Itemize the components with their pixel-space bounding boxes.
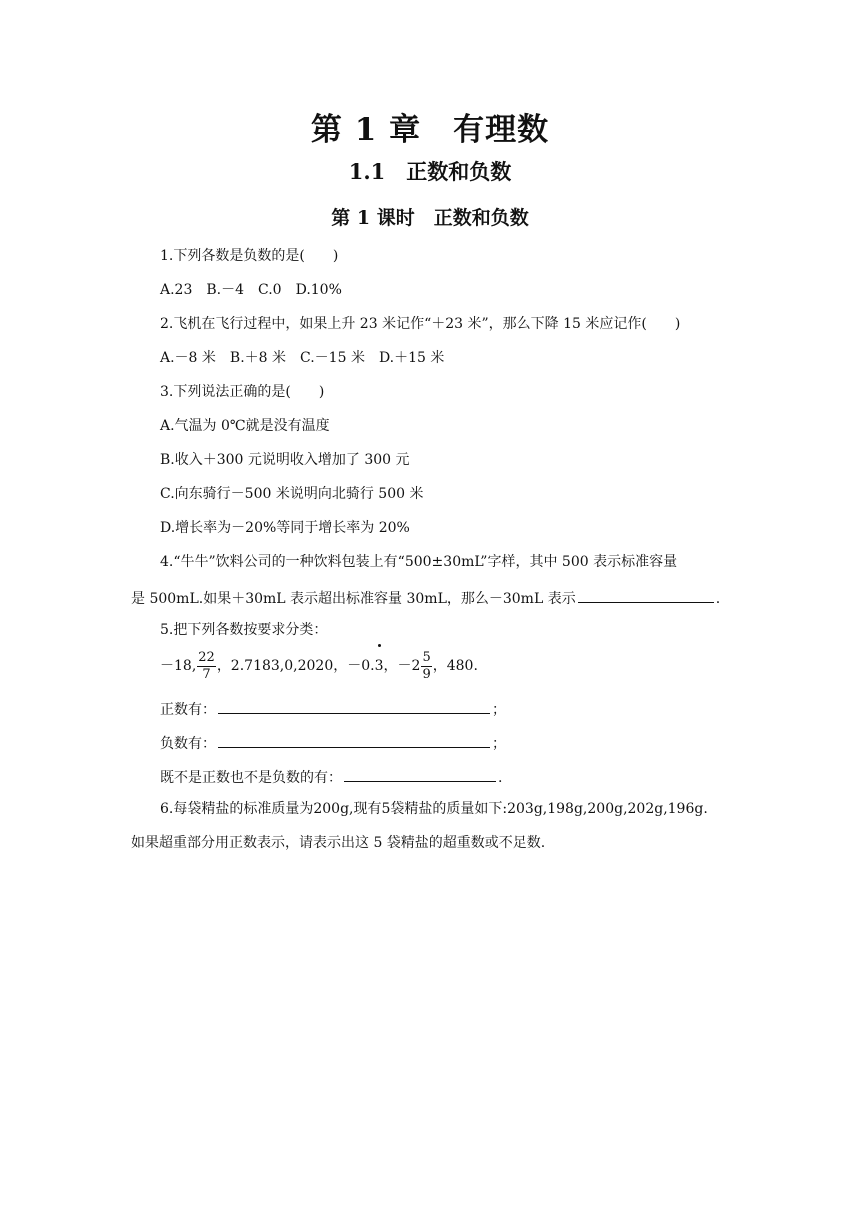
negative-numbers-label: 负数有： <box>160 736 216 752</box>
lesson-title: 第 1 课时 正数和负数 <box>331 207 529 229</box>
negative-numbers-row <box>160 731 506 754</box>
neither-period: . <box>498 770 503 786</box>
question-1-options: A.23 B.－4 C.0 D.10% <box>160 282 342 298</box>
number-neg-18: －18, <box>160 658 197 674</box>
question-5-number-list <box>160 649 478 683</box>
fraction-22-7 <box>197 650 216 683</box>
question-4-line-2-text: 是 500mL.如果＋30mL 表示超出标准容量 30mL，那么－30mL 表示 <box>131 591 576 607</box>
question-3-option-a: A.气温为 0℃就是没有温度 <box>160 418 330 434</box>
fraction-5-9 <box>421 650 431 683</box>
positive-numbers-row <box>160 697 506 720</box>
question-4-line-1: 4.“牛牛”饮料公司的一种饮料包装上有“500±30mL”字样，其中 500 表示标准容量 <box>160 554 678 570</box>
question-6-line-1: 6.每袋精盐的标准质量为200g,现有5袋精盐的质量如下:203g,198g,200g,202g,196g. <box>160 801 708 817</box>
answer-blank-positive[interactable] <box>218 697 490 714</box>
question-3-option-b: B.收入＋300 元说明收入增加了 300 元 <box>160 452 410 468</box>
question-3-stem: 3.下列说法正确的是( ) <box>160 384 325 400</box>
question-3-option-d: D.增长率为－20%等同于增长率为 20% <box>160 520 410 536</box>
question-2-stem: 2.飞机在飞行过程中，如果上升 23 米记作“＋23 米”，那么下降 15 米应记作( ) <box>160 316 681 332</box>
neither-row <box>160 765 502 788</box>
question-1-stem: 1.下列各数是负数的是( ) <box>160 248 339 264</box>
positive-numbers-semicolon: ； <box>492 702 506 718</box>
question-4-line-2 <box>131 586 720 609</box>
question-6-line-2: 如果超重部分用正数表示，请表示出这 5 袋精盐的超重数或不足数. <box>131 835 546 851</box>
fraction-numerator: 5 <box>422 649 431 665</box>
answer-blank-q4[interactable] <box>578 586 714 603</box>
fraction-denominator: 9 <box>422 666 431 682</box>
positive-numbers-label: 正数有： <box>160 702 216 718</box>
question-4-end: . <box>715 591 721 607</box>
repeating-digit: 3 <box>375 649 384 683</box>
question-5-stem: 5.把下列各数按要求分类： <box>160 622 328 638</box>
number-mixed-whole: ，－2 <box>383 658 421 674</box>
chapter-title: 第 1 章 有理数 <box>310 112 550 148</box>
fraction-denominator: 7 <box>202 666 211 682</box>
question-3-option-c: C.向东骑行－500 米说明向北骑行 500 米 <box>160 486 424 502</box>
number-480: ，480. <box>432 658 478 674</box>
section-title: 1.1 正数和负数 <box>348 159 512 184</box>
neither-label: 既不是正数也不是负数的有： <box>160 770 342 786</box>
answer-blank-neither[interactable] <box>344 765 496 782</box>
negative-numbers-semicolon: ； <box>492 736 506 752</box>
answer-blank-negative[interactable] <box>218 731 490 748</box>
number-list-middle: ，2.7183,0,2020，－0. <box>216 658 375 674</box>
question-2-options: A.－8 米 B.＋8 米 C.－15 米 D.＋15 米 <box>160 350 445 366</box>
fraction-numerator: 22 <box>198 649 215 665</box>
